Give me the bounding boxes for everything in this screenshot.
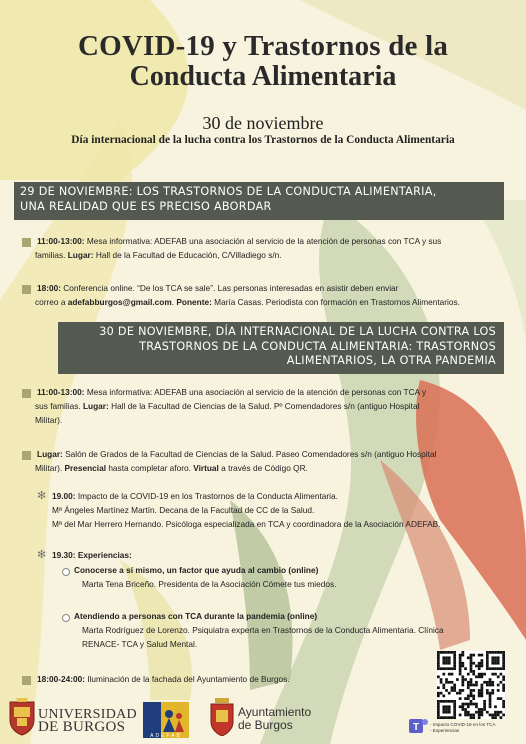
- section2-banner-line1: 30 DE NOVIEMBRE, DÍA INTERNACIONAL DE LA LUCHA CONTRA LOS: [99, 325, 496, 338]
- item-text: Militar).: [35, 415, 63, 425]
- square-bullet-icon: [22, 238, 31, 247]
- square-bullet-icon: [22, 451, 31, 460]
- item-text: Conferencia online. “De los TCA se sale”. Las personas interesadas en asistir deben enviar: [60, 283, 399, 293]
- experience-title: Atendiendo a personas con TCA durante la pandemia (online): [74, 611, 318, 621]
- city-name-line1: Ayuntamiento: [238, 705, 312, 719]
- item-time: 11:00-13:00:: [37, 236, 85, 246]
- ponente-text: María Casas. Periodista con formación en Trastornos Alimentarios.: [211, 297, 460, 307]
- item-time: 19.00:: [52, 491, 76, 501]
- item-text: Mesa informativa: ADEFAB una asociación al servicio de la atención de personas con TCA y: [84, 387, 427, 397]
- item-time: 18:00:: [37, 283, 61, 293]
- ponente-label: Ponente:: [176, 297, 212, 307]
- section2-banner-line2: TRASTORNOS DE LA CONDUCTA ALIMENTARIA: TRASTORNOS: [139, 339, 496, 353]
- section1-banner: [14, 182, 504, 220]
- item-time: 18:00-24:00:: [37, 674, 85, 684]
- item-label: Experiencias:: [75, 550, 132, 560]
- lugar-label: Lugar:: [67, 250, 94, 260]
- title-line-1: COVID-19 y Trastornos de la: [77, 30, 449, 62]
- item-time: 19.30:: [52, 550, 76, 560]
- item-text: Salón de Grados de la Facultad de Ciencias de la Salud. Paseo Comendadores s/n (antiguo Hospital: [62, 449, 437, 459]
- teams-icon: [409, 716, 429, 736]
- speaker-line: Mª del Mar Herrero Hernando. Psicóloga especializada en TCA y coordinadora de la Asociación ADEFAB.: [52, 519, 441, 529]
- presencial-label: Presencial: [64, 463, 107, 473]
- university-crest-icon: [8, 698, 36, 736]
- city-crest-icon: [209, 698, 235, 736]
- virtual-label: Virtual: [193, 463, 219, 473]
- circle-bullet-icon: [62, 568, 70, 576]
- title-line-2: Conducta Alimentaria: [129, 61, 397, 92]
- qr-code[interactable]: [437, 651, 505, 719]
- section2-banner: [58, 322, 504, 374]
- section2-item5: [37, 672, 437, 686]
- item-text: correo a: [35, 297, 68, 307]
- experience-2: [74, 609, 514, 651]
- adefab-logo: [143, 702, 189, 738]
- section2-item4: [52, 548, 517, 562]
- lugar-label: Lugar:: [82, 401, 109, 411]
- teams-caption-line2: - Experiencias: [430, 728, 460, 733]
- university-logo: [38, 708, 137, 734]
- flower-bullet-icon: ✻: [37, 549, 47, 561]
- square-bullet-icon: [22, 389, 31, 398]
- svg-text:T: T: [412, 722, 420, 733]
- square-bullet-icon: [22, 285, 31, 294]
- event-date: 30 de noviembre: [202, 113, 324, 133]
- item-text: sus familias.: [35, 401, 83, 411]
- experience-speaker: Marta Rodríguez de Lorenzo. Psiquiatra experta en Trastornos de la Conducta Alimentaria. Clínica: [82, 625, 444, 635]
- adefab-text: ADEFAB: [150, 733, 182, 739]
- section1-item2: [37, 281, 517, 309]
- experience-1: [74, 563, 514, 591]
- section2-banner-line3: ALIMENTARIOS, LA OTRA PANDEMIA: [286, 354, 496, 367]
- university-name-line1: UNIVERSIDAD: [38, 707, 137, 722]
- section2-item3: [52, 489, 517, 531]
- flower-bullet-icon: ✻: [37, 490, 47, 502]
- qr-code-icon: [437, 651, 505, 719]
- university-name-line2: DE BURGOS: [38, 719, 126, 735]
- section1-banner-line1: 29 DE NOVIEMBRE: LOS TRASTORNOS DE LA CONDUCTA ALIMENTARIA,: [20, 185, 437, 198]
- lugar-text: Hall de la Facultad de Educación, C/Villadiego s/n.: [93, 250, 282, 260]
- section1-banner-line2: UNA REALIDAD QUE ES PRECISO ABORDAR: [20, 199, 272, 213]
- item-time: 11:00-13:00:: [37, 387, 85, 397]
- email-link[interactable]: adefabburgos@gmail.com: [67, 297, 172, 307]
- square-bullet-icon: [22, 676, 31, 685]
- experience-title: Conocerse a sí mismo, un factor que ayuda al cambio (online): [74, 565, 319, 575]
- item-text: hasta completar aforo.: [106, 463, 194, 473]
- circle-bullet-icon: [62, 614, 70, 622]
- section1-item1: [37, 234, 507, 262]
- experience-speaker: Marta Tena Briceño. Presidenta de la Asociación Cómete tus miedos.: [82, 579, 337, 589]
- item-text: Impacto de la COVID-19 en los Trastornos de la Conducta Alimentaria.: [75, 491, 338, 501]
- section2-item1: [37, 385, 512, 427]
- item-text: .: [171, 297, 177, 307]
- speaker-line: Mª Ángeles Martínez Martín. Decana de la Facultad de CC de la Salud.: [52, 505, 315, 515]
- item-text: Mesa informativa: ADEFAB una asociación al servicio de la atención de personas con TCA y sus: [84, 236, 442, 246]
- item-text: Iluminación de la fachada del Ayuntamiento de Burgos.: [84, 674, 290, 684]
- experience-speaker: RENACE- TCA y Salud Mental.: [82, 639, 198, 649]
- item-text: Militar).: [35, 463, 65, 473]
- event-subtitle: Día internacional de la lucha contra los Trastornos de la Conducta Alimentaria: [71, 134, 455, 146]
- lugar-label: Lugar:: [37, 449, 63, 459]
- teams-caption: [430, 722, 520, 734]
- item-text: familias.: [35, 250, 68, 260]
- lugar-text: Hall de la Facultad de Ciencias de la Salud. Pº Comendadores s/n (antiguo Hospital: [108, 401, 420, 411]
- city-logo: [238, 706, 311, 732]
- city-name-line2: de Burgos: [238, 718, 293, 732]
- item-text: a través de Código QR.: [218, 463, 308, 473]
- teams-caption-line1: - Impacto COVID-19 en los TCA: [430, 722, 496, 727]
- section2-item2: [37, 447, 517, 475]
